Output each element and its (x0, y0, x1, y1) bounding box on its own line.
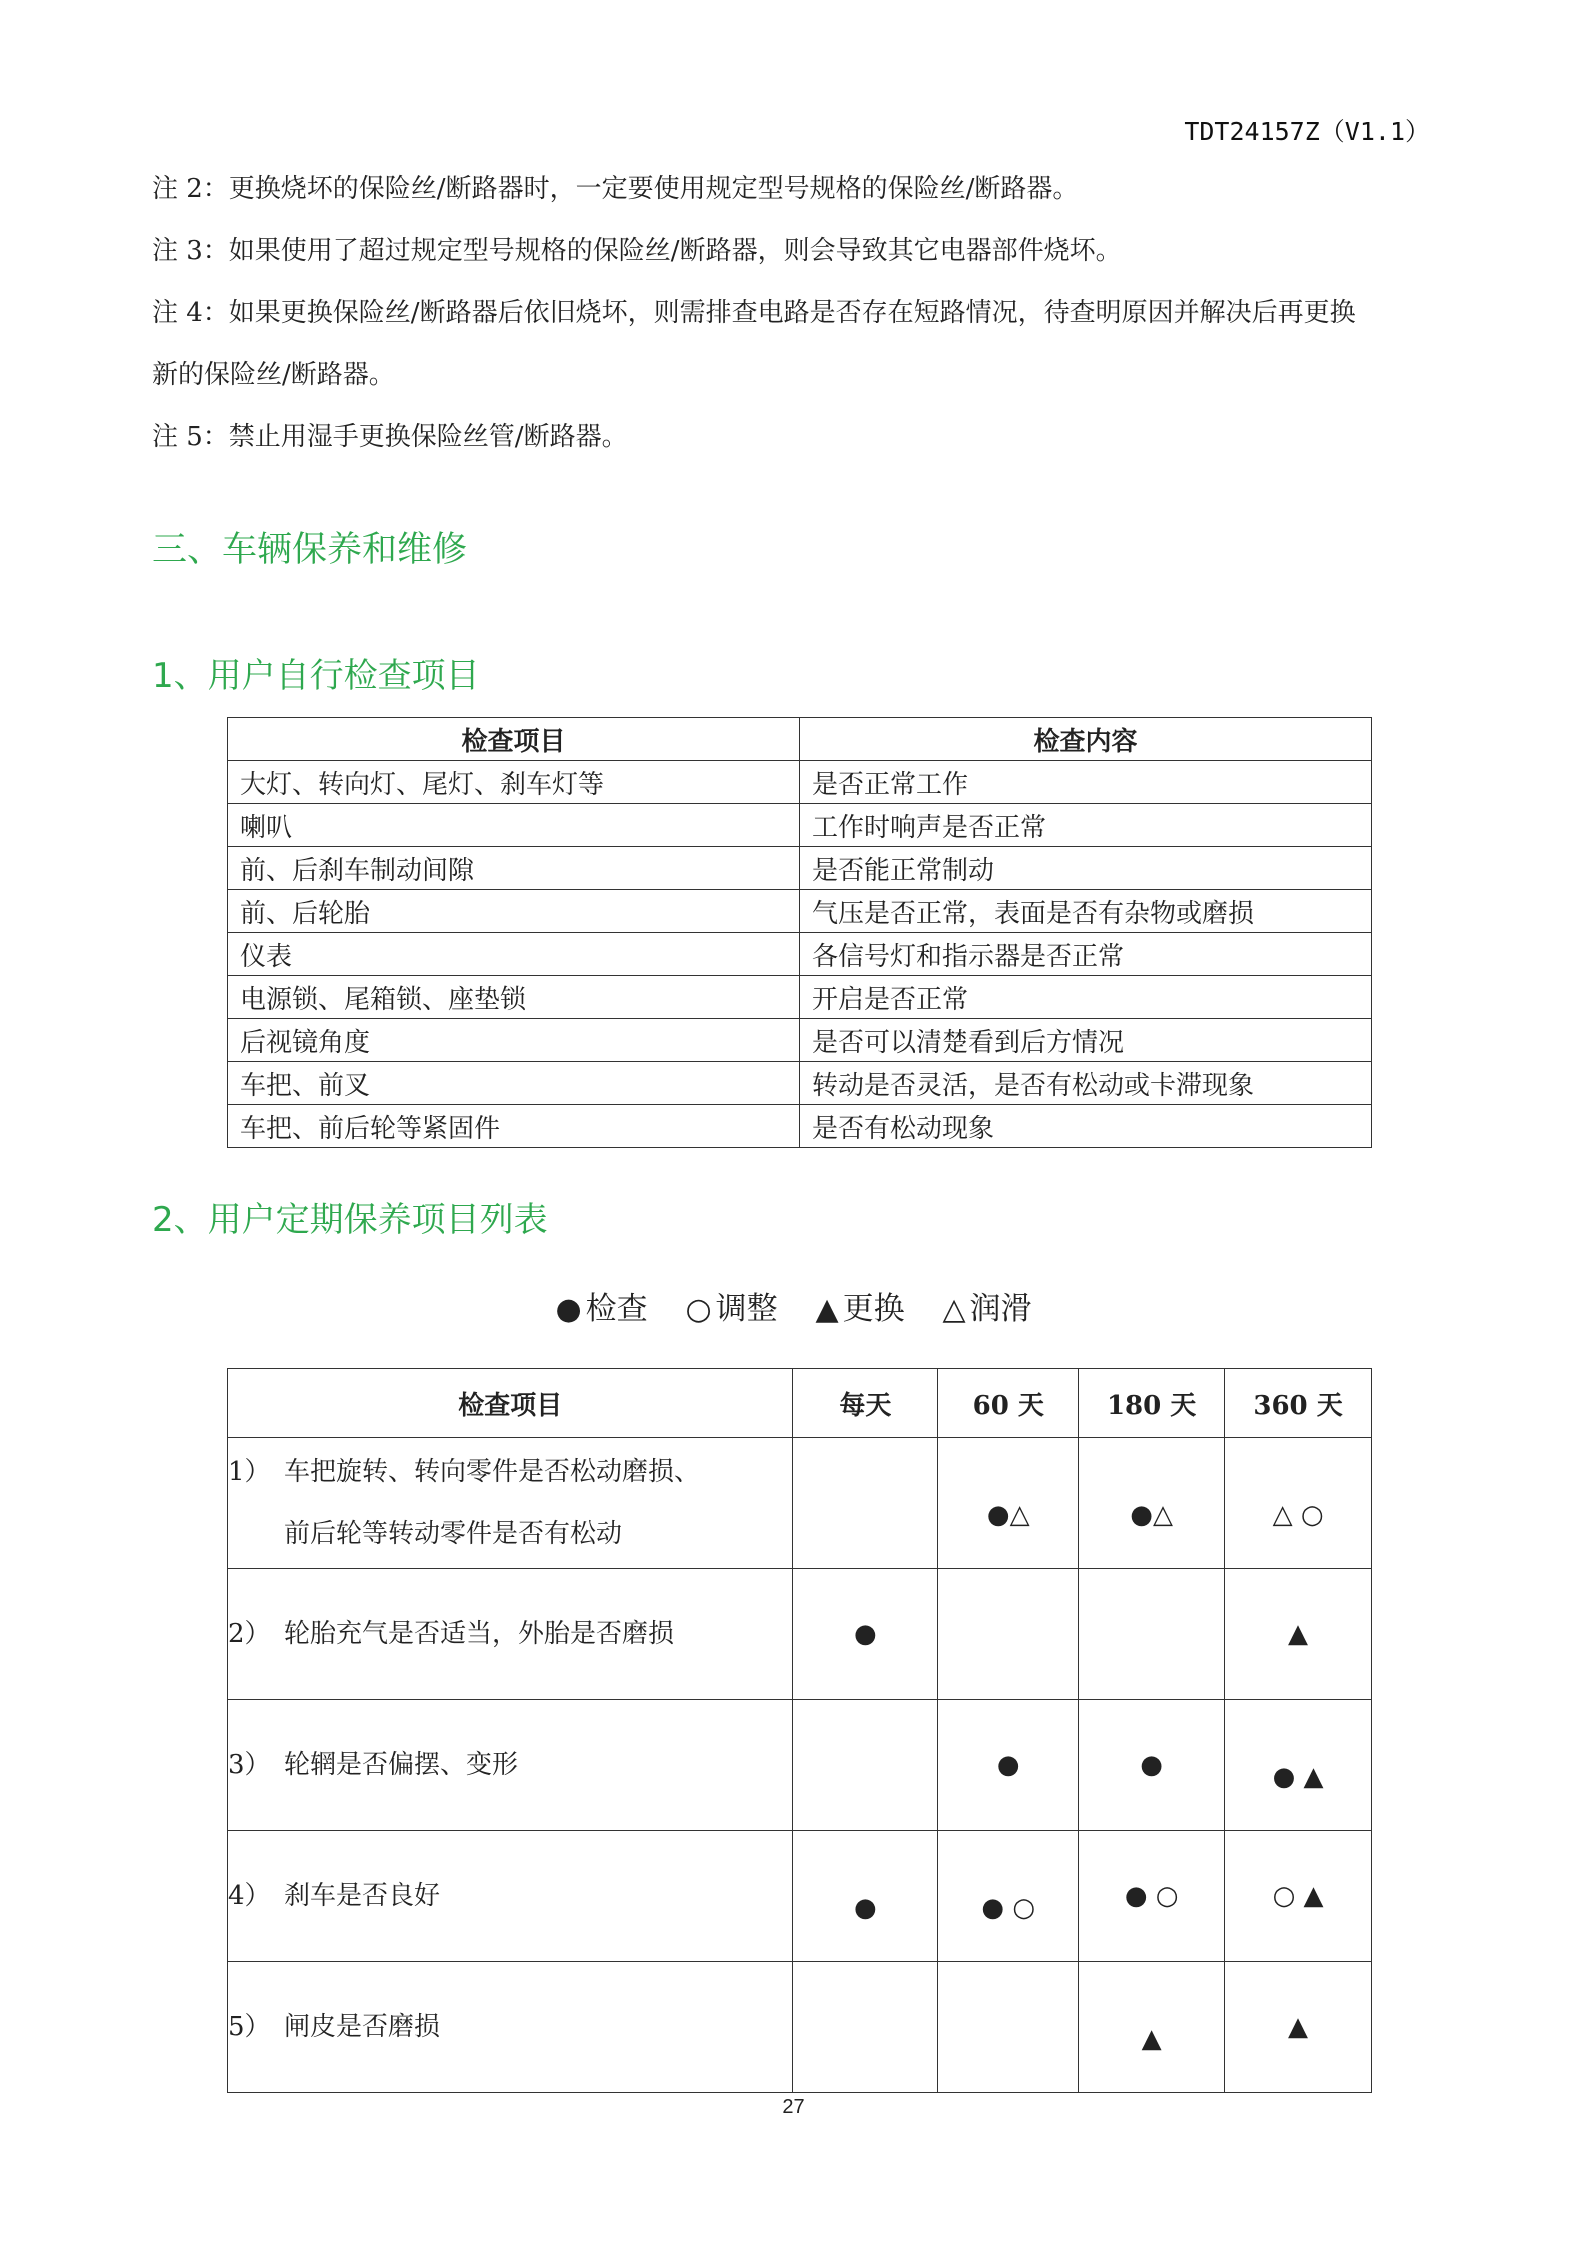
table-cell: 大灯、转向灯、尾灯、刹车灯等 (228, 761, 800, 804)
legend-item-adjust (685, 1291, 777, 1327)
table-cell: 后视镜角度 (228, 1019, 800, 1062)
item-text-line: 刹车是否良好 (284, 1881, 441, 1911)
legend-label: 检查 (585, 1291, 648, 1327)
table-cell: 前、后轮胎 (228, 890, 800, 933)
note-3: 注 3：如果使用了超过规定型号规格的保险丝/断路器，则会导致其它电器部件烧坏。 (152, 236, 1122, 266)
table-cell: 前、后刹车制动间隙 (228, 847, 800, 890)
legend-label: 润滑 (969, 1291, 1032, 1327)
note-4-continued: 新的保险丝/断路器。 (152, 360, 395, 390)
column-header-item: 检查项目 (228, 1369, 793, 1438)
table-row (228, 976, 1372, 1019)
table-cell: 是否能正常制动 (800, 847, 1372, 890)
document-code: TDT24157Z（V1.1） (1184, 117, 1430, 146)
notes-block (152, 158, 1442, 468)
table-cell: 气压是否正常，表面是否有杂物或磨损 (800, 890, 1372, 933)
legend-item-replace (816, 1291, 905, 1327)
item-number: 2） (228, 1619, 271, 1649)
table-cell: 车把、前叉 (228, 1062, 800, 1105)
self-check-table (227, 717, 1372, 1148)
mark-180-days: ● (1079, 1700, 1225, 1831)
mark-60-days (938, 1962, 1079, 2093)
legend-label: 更换 (842, 1291, 905, 1327)
table-row (228, 1438, 1372, 1569)
mark-360-days: ○ ▲ (1225, 1831, 1372, 1962)
table-header-row (228, 1369, 1372, 1438)
subsection-title-maintenance: 2、用户定期保养项目列表 (152, 1200, 548, 1240)
item-text-line: 轮辋是否偏摆、变形 (284, 1750, 519, 1780)
item-number: 4） (228, 1881, 271, 1911)
column-header-360-days: 360 天 (1225, 1369, 1372, 1438)
mark-daily (793, 1438, 938, 1569)
column-header-60-days: 60 天 (938, 1369, 1079, 1438)
table-cell: 电源锁、尾箱锁、座垫锁 (228, 976, 800, 1019)
page-number: 27 (782, 2096, 805, 2118)
mark-360-days: △ ○ (1225, 1438, 1372, 1569)
filled-triangle-icon: ▲ (815, 1292, 839, 1327)
table-cell: 车把、前后轮等紧固件 (228, 1105, 800, 1148)
filled-circle-icon: ● (555, 1292, 582, 1327)
column-header-daily: 每天 (793, 1369, 938, 1438)
table-row (228, 804, 1372, 847)
table-row (228, 1019, 1372, 1062)
note-2: 注 2：更换烧坏的保险丝/断路器时，一定要使用规定型号规格的保险丝/断路器。 (152, 174, 1079, 204)
table-row (228, 761, 1372, 804)
mark-daily: ● (793, 1831, 938, 1962)
mark-360-days: ▲ (1225, 1962, 1372, 2093)
table-cell: 是否正常工作 (800, 761, 1372, 804)
table-cell: 工作时响声是否正常 (800, 804, 1372, 847)
table-row (228, 1105, 1372, 1148)
table-row (228, 890, 1372, 933)
maintenance-item (228, 1700, 793, 1831)
item-text-line: 轮胎充气是否适当，外胎是否磨损 (284, 1619, 675, 1649)
item-number: 5） (228, 2012, 271, 2042)
mark-180-days: ●△ (1079, 1438, 1225, 1569)
table-header-row (228, 718, 1372, 761)
table-row (228, 1831, 1372, 1962)
table-row (228, 1700, 1372, 1831)
mark-180-days (1079, 1569, 1225, 1700)
table-row (228, 933, 1372, 976)
mark-60-days: ● ○ (938, 1831, 1079, 1962)
table-cell: 转动是否灵活，是否有松动或卡滞现象 (800, 1062, 1372, 1105)
table-row (228, 1569, 1372, 1700)
maintenance-item (228, 1831, 793, 1962)
table-cell: 喇叭 (228, 804, 800, 847)
table-cell: 是否可以清楚看到后方情况 (800, 1019, 1372, 1062)
item-number: 1） (228, 1457, 271, 1487)
item-text-line: 闸皮是否磨损 (284, 2012, 441, 2042)
note-4: 注 4：如果更换保险丝/断路器后依旧烧坏，则需排查电路是否存在短路情况，待查明原因并解决后再更换 (152, 298, 1356, 328)
maintenance-item (228, 1569, 793, 1700)
mark-360-days: ● ▲ (1225, 1700, 1372, 1831)
hollow-circle-icon: ○ (685, 1292, 712, 1327)
legend-item-lubricate (942, 1291, 1031, 1327)
mark-180-days: ● ○ (1079, 1831, 1225, 1962)
symbol-legend (0, 1283, 1587, 1328)
maintenance-item (228, 1438, 793, 1569)
table-cell: 各信号灯和指示器是否正常 (800, 933, 1372, 976)
table-row (228, 847, 1372, 890)
mark-60-days: ● (938, 1700, 1079, 1831)
table-cell: 仪表 (228, 933, 800, 976)
column-header-content: 检查内容 (800, 718, 1372, 761)
table-row (228, 1062, 1372, 1105)
mark-60-days (938, 1569, 1079, 1700)
hollow-triangle-icon: △ (942, 1292, 966, 1327)
maintenance-schedule-table (227, 1368, 1372, 2093)
item-number: 3） (228, 1750, 271, 1780)
mark-60-days: ●△ (938, 1438, 1079, 1569)
note-5: 注 5：禁止用湿手更换保险丝管/断路器。 (152, 422, 628, 452)
legend-item-check (555, 1291, 647, 1327)
maintenance-item (228, 1962, 793, 2093)
subsection-title-self-check: 1、用户自行检查项目 (152, 656, 480, 696)
mark-daily (793, 1962, 938, 2093)
section-title: 三、车辆保养和维修 (152, 530, 468, 570)
legend-label: 调整 (715, 1291, 778, 1327)
mark-180-days: ▲ (1079, 1962, 1225, 2093)
mark-daily (793, 1700, 938, 1831)
mark-daily: ● (793, 1569, 938, 1700)
item-text-line: 前后轮等转动零件是否有松动 (284, 1519, 623, 1549)
column-header-item: 检查项目 (228, 718, 800, 761)
column-header-180-days: 180 天 (1079, 1369, 1225, 1438)
table-cell: 是否有松动现象 (800, 1105, 1372, 1148)
mark-360-days: ▲ (1225, 1569, 1372, 1700)
item-text-line: 车把旋转、转向零件是否松动磨损、 (284, 1457, 701, 1487)
table-row (228, 1962, 1372, 2093)
table-cell: 开启是否正常 (800, 976, 1372, 1019)
